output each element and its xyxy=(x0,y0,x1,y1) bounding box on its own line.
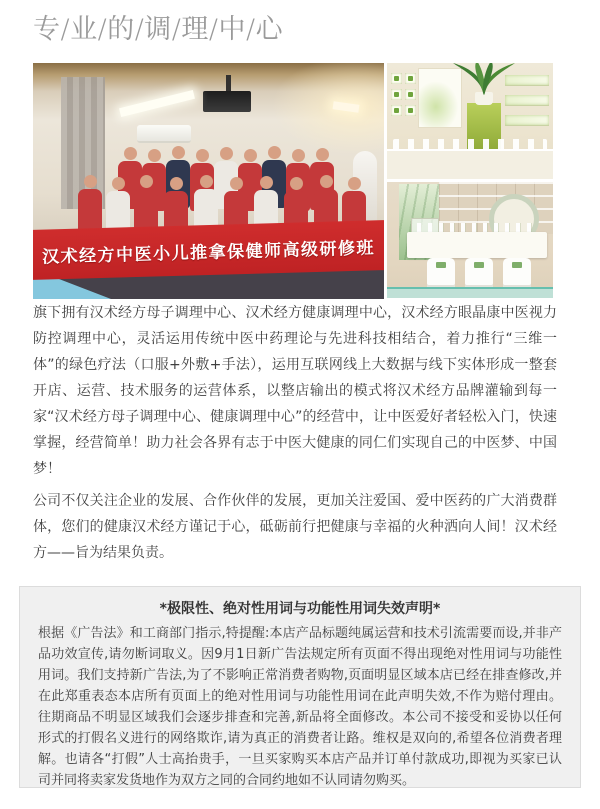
floor-art xyxy=(387,287,553,298)
product-shelf-art xyxy=(505,115,549,125)
air-conditioner-art xyxy=(137,125,191,143)
bar-counter-art xyxy=(407,232,547,258)
description-text xyxy=(33,300,557,572)
store-photo-top xyxy=(387,63,553,179)
shelf-niche-art xyxy=(391,89,402,100)
disclaimer-title: *极限性、绝对性用词与功能性用词失效声明* xyxy=(159,601,441,617)
shelf-niche-art xyxy=(405,105,416,116)
disclaimer-box xyxy=(19,586,581,788)
disclaimer-body: 根据《广告法》和工商部门指示,特提醒:本店产品标题纯属运营和技术引流需要而设,并非产品功效宣传,请勿断词取义。因9月1日新广告法规定所有页面不得出现绝对性用词与功能性用词。我们支持新广告法,为了不影响正常消费者购物,页面明显区域本店已经在排查修改,并在此郑重表态本店所有页面上的绝对性用词与功能性用词在此声明失效,不作为赔付理由。往期商品不明显区域我们会逐步排查和完善,新品将全面修改。本公司不接受和妥协以任何形式的打假名义进行的网络欺诈,请为真正的消费者让路。维权是双向的,希望各位消费者理解。也请各“打假”人士高抬贵手，一旦买家购买本店产品并订单付款成功,即视为买家已认司并同将卖家发货地作为双方之同的合同约地如不认同请勿购买。 xyxy=(38,626,562,788)
projector-art xyxy=(203,91,251,112)
shelf-niche-art xyxy=(405,89,416,100)
photo-gallery xyxy=(33,63,553,299)
chair-art xyxy=(465,258,493,288)
store-photo-column xyxy=(387,63,553,299)
shelf-niche-art xyxy=(391,105,402,116)
intro-paragraph-1: 旗下拥有汉术经方母子调理中心、汉术经方健康调理中心，汉术经方眼晶康中医视力防控调理中心，灵活运用传统中医中药理论与先进科技相结合，着力推行“三维一体”的绿色疗法（口服+外敷+手法），运用互联网线上大数据与线下实体形成一整套开店、运营、技术服务的运营体系，以整店输出的模式将汉术经方品牌灌输到每一家“汉术经方母子调理中心、健康调理中心”的经营中，让中医爱好者轻松入门，快速掌握，经营简单！助力社会各界有志于中医大健康的同仁们实现自己的中医梦、中国梦！ xyxy=(33,305,557,477)
shelf-niche-art xyxy=(405,73,416,84)
page-title: 专/业/的/调/理/中/心 xyxy=(33,14,284,45)
team-group-photo xyxy=(33,63,384,299)
shelf-niche-art xyxy=(391,73,402,84)
product-shelf-art xyxy=(505,95,549,105)
display-counter-art xyxy=(387,149,553,179)
store-photo-bottom xyxy=(387,182,553,298)
ceiling-light-art xyxy=(119,90,195,117)
chair-art xyxy=(503,258,531,288)
intro-paragraph-2: 公司不仅关注企业的发展、合作伙伴的发展，更加关注爱国、爱中医药的广大消费群体，您们的健康汉术经方谨记于心，砥砺前行把健康与幸福的火种洒向人间！汉术经方——旨为结果负责。 xyxy=(33,493,557,561)
red-banner xyxy=(33,220,384,280)
banner-text: 汉术经方中医小儿推拿保健师高级研修班 xyxy=(41,237,376,268)
wall-lamp-art xyxy=(333,101,360,113)
chair-art xyxy=(427,258,455,288)
product-shelf-art xyxy=(505,75,549,85)
